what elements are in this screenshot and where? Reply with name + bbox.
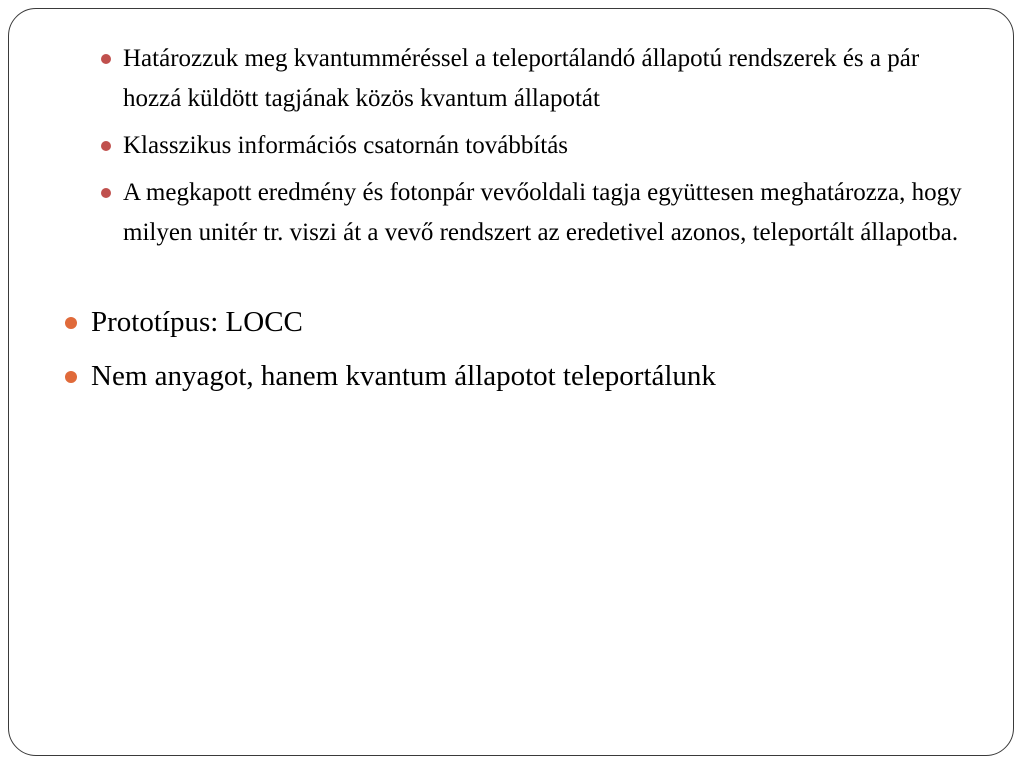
bullet-dot-icon xyxy=(101,188,111,198)
sub-bullet-text: Klasszikus információs csatornán továbbítás xyxy=(123,132,569,159)
sub-bullet-item xyxy=(123,39,983,119)
main-bullet-item xyxy=(91,300,991,344)
bullet-dot-icon xyxy=(65,371,77,383)
sub-bullet-text: A megkapott eredmény és fotonpár vevőoldali tagja együttesen meghatározza, hogy milyen unitér tr. viszi át a vevő rendszert az eredetivel azonos, teleportált állapotba. xyxy=(123,179,962,246)
bullet-dot-icon xyxy=(65,317,77,329)
main-bullet-text: Nem anyagot, hanem kvantum állapotot teleportálunk xyxy=(91,360,716,392)
sub-bullet-item xyxy=(123,126,983,166)
bullet-dot-icon xyxy=(101,54,111,64)
main-bullet-item xyxy=(91,354,991,398)
main-bullet-text: Prototípus: LOCC xyxy=(91,306,303,338)
sub-bullet-text: Határozzuk meg kvantumméréssel a teleportálandó állapotú rendszerek és a pár hozzá küldött tagjának közös kvantum állapotát xyxy=(123,45,920,112)
bullet-dot-icon xyxy=(101,141,111,151)
sub-bullet-list xyxy=(123,39,983,260)
main-bullet-list xyxy=(91,300,991,408)
sub-bullet-item xyxy=(123,173,983,253)
